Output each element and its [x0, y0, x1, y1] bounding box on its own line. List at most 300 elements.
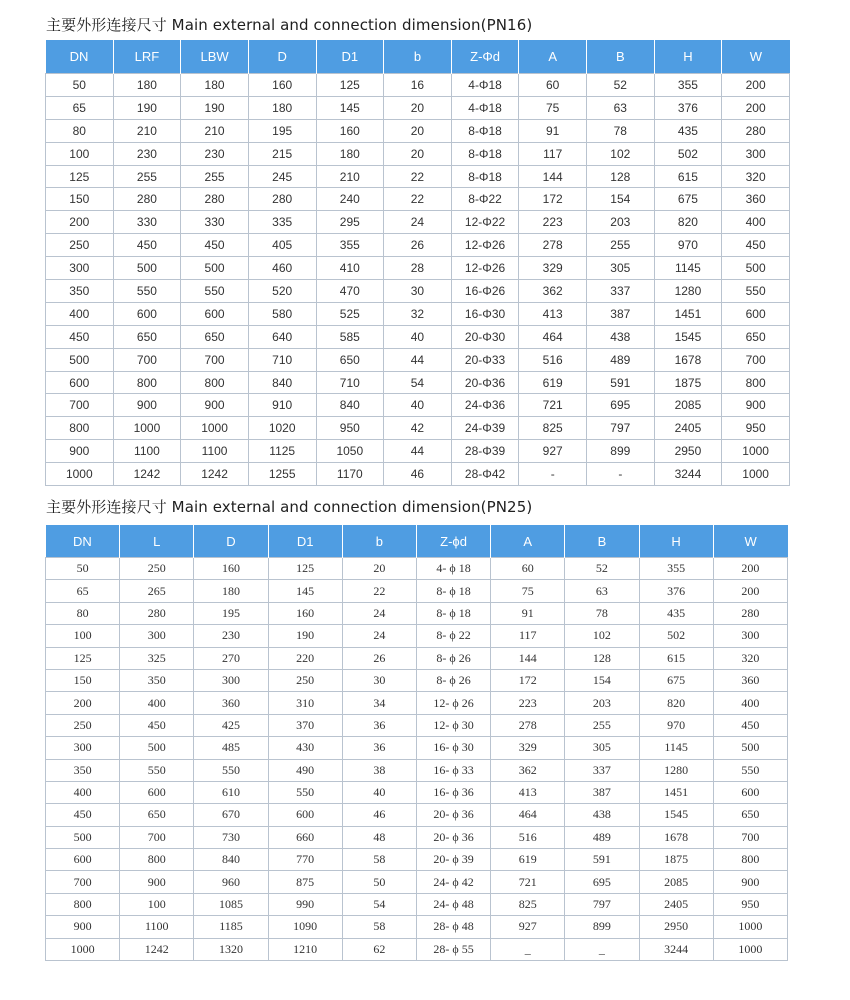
table-cell: 820: [654, 211, 722, 234]
table-cell: 300: [713, 625, 787, 647]
table-cell: 464: [491, 804, 565, 826]
pn16-dimension-table: [45, 40, 790, 486]
table-cell: 46: [384, 463, 452, 486]
table-cell: 280: [722, 119, 790, 142]
table-cell: 413: [491, 781, 565, 803]
table-cell: 300: [194, 669, 268, 691]
table-cell: 970: [654, 234, 722, 257]
table-cell: 800: [181, 371, 249, 394]
table-cell: 550: [181, 280, 249, 303]
table-cell: 840: [248, 371, 316, 394]
table-cell: 24- ϕ 48: [416, 893, 490, 915]
table-cell: 700: [120, 826, 194, 848]
table-cell: 4-Φ18: [451, 74, 519, 97]
table-cell: 800: [120, 849, 194, 871]
table-cell: 450: [120, 714, 194, 736]
table-cell: 4- ϕ 18: [416, 558, 490, 580]
table-header-row: [46, 40, 790, 74]
table-cell: 600: [113, 302, 181, 325]
table-cell: 280: [120, 602, 194, 624]
table-cell: 520: [248, 280, 316, 303]
table-cell: 128: [587, 165, 655, 188]
table-cell: 950: [722, 417, 790, 440]
table-cell: 144: [491, 647, 565, 669]
table-cell: 490: [268, 759, 342, 781]
table-cell: 36: [342, 737, 416, 759]
table-cell: 40: [384, 325, 452, 348]
column-header: W: [713, 525, 787, 558]
table-cell: 619: [491, 849, 565, 871]
table-cell: 40: [384, 394, 452, 417]
table-cell: _: [491, 938, 565, 960]
table-cell: 117: [491, 625, 565, 647]
table-cell: 26: [384, 234, 452, 257]
table-cell: 619: [519, 371, 587, 394]
table-cell: 91: [519, 119, 587, 142]
table-cell: 840: [194, 849, 268, 871]
table-cell: 8-Φ22: [451, 188, 519, 211]
table-cell: 46: [342, 804, 416, 826]
table-cell: 580: [248, 302, 316, 325]
table-cell: 65: [46, 580, 120, 602]
table-cell: 900: [120, 871, 194, 893]
column-header: B: [587, 40, 655, 74]
table-cell: 250: [46, 234, 114, 257]
table-cell: 16-Φ30: [451, 302, 519, 325]
table-cell: 2405: [639, 893, 713, 915]
table-cell: 355: [639, 558, 713, 580]
table-cell: 899: [565, 916, 639, 938]
table-cell: 2405: [654, 417, 722, 440]
table-cell: 797: [587, 417, 655, 440]
table-row: [46, 625, 788, 647]
table-cell: 78: [565, 602, 639, 624]
table-cell: 1145: [654, 257, 722, 280]
table-cell: 75: [491, 580, 565, 602]
table-cell: 24- ϕ 42: [416, 871, 490, 893]
table-cell: 278: [491, 714, 565, 736]
table-cell: 230: [181, 142, 249, 165]
table-cell: 360: [722, 188, 790, 211]
table-cell: 721: [491, 871, 565, 893]
table-cell: 591: [565, 849, 639, 871]
column-header: D1: [316, 40, 384, 74]
table-cell: 44: [384, 440, 452, 463]
table-cell: 60: [491, 558, 565, 580]
table-cell: 180: [248, 96, 316, 119]
table-cell: 1185: [194, 916, 268, 938]
table-cell: 502: [639, 625, 713, 647]
table-row: [46, 647, 788, 669]
table-cell: 800: [113, 371, 181, 394]
table-cell: 1242: [181, 463, 249, 486]
table-cell: 320: [713, 647, 787, 669]
table-cell: 203: [565, 692, 639, 714]
table-cell: 950: [713, 893, 787, 915]
table-cell: 900: [113, 394, 181, 417]
table-cell: 1875: [639, 849, 713, 871]
table-cell: 970: [639, 714, 713, 736]
table-cell: 350: [46, 280, 114, 303]
table-cell: 413: [519, 302, 587, 325]
table-cell: 125: [46, 647, 120, 669]
table-cell: 1050: [316, 440, 384, 463]
table-cell: 489: [587, 348, 655, 371]
table-cell: 1000: [181, 417, 249, 440]
table-cell: 12- ϕ 26: [416, 692, 490, 714]
table-cell: 525: [316, 302, 384, 325]
table-cell: 400: [46, 781, 120, 803]
table-cell: 160: [316, 119, 384, 142]
table-cell: 28: [384, 257, 452, 280]
table-row: [46, 302, 790, 325]
table-cell: 335: [248, 211, 316, 234]
table-cell: 438: [565, 804, 639, 826]
table-cell: 900: [722, 394, 790, 417]
table-cell: 200: [713, 558, 787, 580]
table-cell: 240: [316, 188, 384, 211]
column-header: D: [194, 525, 268, 558]
table-cell: 295: [316, 211, 384, 234]
table-cell: 210: [181, 119, 249, 142]
table-cell: 22: [384, 188, 452, 211]
table-cell: 250: [268, 669, 342, 691]
table-cell: 438: [587, 325, 655, 348]
table-cell: 1000: [713, 916, 787, 938]
table-cell: 700: [113, 348, 181, 371]
table-cell: 75: [519, 96, 587, 119]
table-cell: -: [519, 463, 587, 486]
table-row: [46, 417, 790, 440]
table-cell: 8- ϕ 22: [416, 625, 490, 647]
table-cell: 280: [181, 188, 249, 211]
table-cell: 710: [248, 348, 316, 371]
table-cell: 117: [519, 142, 587, 165]
table-cell: 362: [519, 280, 587, 303]
table-cell: 245: [248, 165, 316, 188]
table-cell: 1020: [248, 417, 316, 440]
table-cell: 1145: [639, 737, 713, 759]
table-cell: 102: [587, 142, 655, 165]
table-cell: 60: [519, 74, 587, 97]
table-cell: 300: [120, 625, 194, 647]
table-cell: 675: [654, 188, 722, 211]
table-cell: 190: [113, 96, 181, 119]
table-cell: 180: [316, 142, 384, 165]
table-cell: 200: [722, 96, 790, 119]
table-cell: 200: [46, 692, 120, 714]
table-row: [46, 257, 790, 280]
table-row: [46, 781, 788, 803]
table-cell: 695: [587, 394, 655, 417]
table-cell: 330: [113, 211, 181, 234]
table-cell: 1545: [654, 325, 722, 348]
table-cell: 1100: [113, 440, 181, 463]
table-cell: 650: [316, 348, 384, 371]
table-cell: 585: [316, 325, 384, 348]
table-cell: 160: [248, 74, 316, 97]
table-cell: 50: [46, 74, 114, 97]
table-cell: 278: [519, 234, 587, 257]
table-row: [46, 371, 790, 394]
column-header: LBW: [181, 40, 249, 74]
table-cell: 660: [268, 826, 342, 848]
table-cell: 800: [46, 893, 120, 915]
table-cell: 910: [248, 394, 316, 417]
table-cell: 825: [491, 893, 565, 915]
table-cell: 36: [342, 714, 416, 736]
table-cell: 600: [181, 302, 249, 325]
table-cell: 32: [384, 302, 452, 325]
table-cell: 376: [639, 580, 713, 602]
table-cell: 280: [713, 602, 787, 624]
table-cell: 91: [491, 602, 565, 624]
table-row: [46, 826, 788, 848]
table-cell: 28-Φ42: [451, 463, 519, 486]
table-header-row: [46, 525, 788, 558]
table-cell: 150: [46, 669, 120, 691]
table-cell: 1000: [113, 417, 181, 440]
table-cell: 1242: [120, 938, 194, 960]
table-cell: 550: [113, 280, 181, 303]
table-cell: 255: [565, 714, 639, 736]
table-cell: 950: [316, 417, 384, 440]
table-cell: 387: [587, 302, 655, 325]
table-cell: 450: [46, 325, 114, 348]
table-cell: 58: [342, 849, 416, 871]
table-cell: 220: [268, 647, 342, 669]
table-cell: 500: [113, 257, 181, 280]
table-row: [46, 602, 788, 624]
table-cell: 8-Φ18: [451, 142, 519, 165]
table-cell: 203: [587, 211, 655, 234]
table-cell: 670: [194, 804, 268, 826]
table-cell: 800: [46, 417, 114, 440]
table-row: [46, 74, 790, 97]
table-row: [46, 916, 788, 938]
pn25-table-title: 主要外形连接尺寸 Main external and connection dimension(PN25): [46, 498, 533, 516]
table-cell: 2085: [639, 871, 713, 893]
table-cell: 615: [639, 647, 713, 669]
table-cell: 360: [713, 669, 787, 691]
column-header: W: [722, 40, 790, 74]
table-cell: 24: [342, 625, 416, 647]
table-cell: 20-Φ36: [451, 371, 519, 394]
table-cell: 200: [46, 211, 114, 234]
table-cell: 223: [519, 211, 587, 234]
column-header: LRF: [113, 40, 181, 74]
table-row: [46, 142, 790, 165]
table-cell: 435: [654, 119, 722, 142]
table-cell: 26: [342, 647, 416, 669]
table-cell: 650: [120, 804, 194, 826]
table-cell: 30: [384, 280, 452, 303]
table-cell: 500: [120, 737, 194, 759]
table-cell: 125: [316, 74, 384, 97]
table-row: [46, 714, 788, 736]
table-cell: 1085: [194, 893, 268, 915]
table-cell: 230: [194, 625, 268, 647]
table-cell: 24: [384, 211, 452, 234]
table-cell: 223: [491, 692, 565, 714]
table-row: [46, 188, 790, 211]
table-cell: 180: [181, 74, 249, 97]
table-cell: 16- ϕ 33: [416, 759, 490, 781]
table-cell: 3244: [654, 463, 722, 486]
table-cell: 16- ϕ 36: [416, 781, 490, 803]
table-cell: 360: [194, 692, 268, 714]
table-cell: 8- ϕ 18: [416, 602, 490, 624]
table-cell: 20-Φ33: [451, 348, 519, 371]
table-cell: 1000: [722, 463, 790, 486]
table-cell: 460: [248, 257, 316, 280]
table-cell: 38: [342, 759, 416, 781]
table-cell: 40: [342, 781, 416, 803]
table-row: [46, 119, 790, 142]
table-cell: 8-Φ18: [451, 119, 519, 142]
table-cell: 640: [248, 325, 316, 348]
table-cell: 63: [587, 96, 655, 119]
table-cell: 1170: [316, 463, 384, 486]
table-cell: 329: [491, 737, 565, 759]
table-cell: 600: [722, 302, 790, 325]
column-header: B: [565, 525, 639, 558]
table-cell: 20- ϕ 36: [416, 826, 490, 848]
table-cell: 300: [722, 142, 790, 165]
table-cell: 825: [519, 417, 587, 440]
table-cell: 430: [268, 737, 342, 759]
table-row: [46, 234, 790, 257]
table-cell: 12-Φ26: [451, 234, 519, 257]
table-cell: 8- ϕ 18: [416, 580, 490, 602]
table-row: [46, 325, 790, 348]
column-header: Z-ϕd: [416, 525, 490, 558]
table-cell: 80: [46, 119, 114, 142]
table-cell: 102: [565, 625, 639, 647]
table-cell: 700: [46, 871, 120, 893]
table-cell: 145: [316, 96, 384, 119]
table-row: [46, 871, 788, 893]
table-row: [46, 211, 790, 234]
table-cell: 125: [268, 558, 342, 580]
table-cell: 610: [194, 781, 268, 803]
table-cell: 1255: [248, 463, 316, 486]
table-cell: 305: [565, 737, 639, 759]
table-cell: 190: [268, 625, 342, 647]
table-cell: 927: [491, 916, 565, 938]
table-cell: 770: [268, 849, 342, 871]
table-cell: 16: [384, 74, 452, 97]
table-row: [46, 440, 790, 463]
table-cell: 16- ϕ 30: [416, 737, 490, 759]
table-cell: 34: [342, 692, 416, 714]
table-cell: 12-Φ26: [451, 257, 519, 280]
table-cell: 615: [654, 165, 722, 188]
column-header: H: [654, 40, 722, 74]
table-cell: 20: [384, 142, 452, 165]
table-cell: 387: [565, 781, 639, 803]
table-cell: 1100: [181, 440, 249, 463]
table-cell: 1875: [654, 371, 722, 394]
table-cell: 52: [587, 74, 655, 97]
table-cell: 280: [113, 188, 181, 211]
table-cell: 20- ϕ 39: [416, 849, 490, 871]
table-cell: 1678: [639, 826, 713, 848]
table-row: [46, 558, 788, 580]
table-row: [46, 893, 788, 915]
table-cell: 1000: [713, 938, 787, 960]
table-cell: 42: [384, 417, 452, 440]
table-cell: 50: [342, 871, 416, 893]
table-cell: 20- ϕ 36: [416, 804, 490, 826]
table-cell: 1000: [46, 463, 114, 486]
table-cell: 8-Φ18: [451, 165, 519, 188]
table-cell: 470: [316, 280, 384, 303]
table-cell: 24: [342, 602, 416, 624]
table-cell: 650: [113, 325, 181, 348]
table-cell: -: [587, 463, 655, 486]
table-row: [46, 280, 790, 303]
table-cell: 160: [194, 558, 268, 580]
table-cell: 100: [46, 625, 120, 647]
table-cell: 3244: [639, 938, 713, 960]
table-cell: 362: [491, 759, 565, 781]
table-cell: 78: [587, 119, 655, 142]
table-cell: 190: [181, 96, 249, 119]
table-cell: 700: [181, 348, 249, 371]
table-cell: 550: [120, 759, 194, 781]
table-cell: 24-Φ36: [451, 394, 519, 417]
table-cell: 100: [120, 893, 194, 915]
table-cell: 1678: [654, 348, 722, 371]
table-cell: 1000: [722, 440, 790, 463]
table-cell: 550: [713, 759, 787, 781]
table-cell: 1451: [654, 302, 722, 325]
table-cell: 650: [713, 804, 787, 826]
table-cell: 145: [268, 580, 342, 602]
table-cell: 376: [654, 96, 722, 119]
table-cell: 355: [654, 74, 722, 97]
table-cell: 22: [384, 165, 452, 188]
column-header: H: [639, 525, 713, 558]
table-cell: 405: [248, 234, 316, 257]
table-cell: 20: [384, 96, 452, 119]
table-cell: 1125: [248, 440, 316, 463]
table-cell: 350: [120, 669, 194, 691]
table-cell: 600: [713, 781, 787, 803]
table-cell: 900: [181, 394, 249, 417]
table-cell: 500: [722, 257, 790, 280]
table-cell: 8- ϕ 26: [416, 669, 490, 691]
table-cell: 927: [519, 440, 587, 463]
column-header: A: [519, 40, 587, 74]
table-row: [46, 394, 790, 417]
table-cell: 500: [46, 826, 120, 848]
table-cell: 550: [722, 280, 790, 303]
table-cell: 195: [248, 119, 316, 142]
table-cell: 144: [519, 165, 587, 188]
table-cell: 800: [713, 849, 787, 871]
table-cell: 28-Φ39: [451, 440, 519, 463]
table-cell: 355: [316, 234, 384, 257]
table-cell: 52: [565, 558, 639, 580]
table-cell: 2085: [654, 394, 722, 417]
table-cell: 128: [565, 647, 639, 669]
table-cell: 1100: [120, 916, 194, 938]
table-cell: 255: [181, 165, 249, 188]
table-cell: 195: [194, 602, 268, 624]
table-cell: 58: [342, 916, 416, 938]
